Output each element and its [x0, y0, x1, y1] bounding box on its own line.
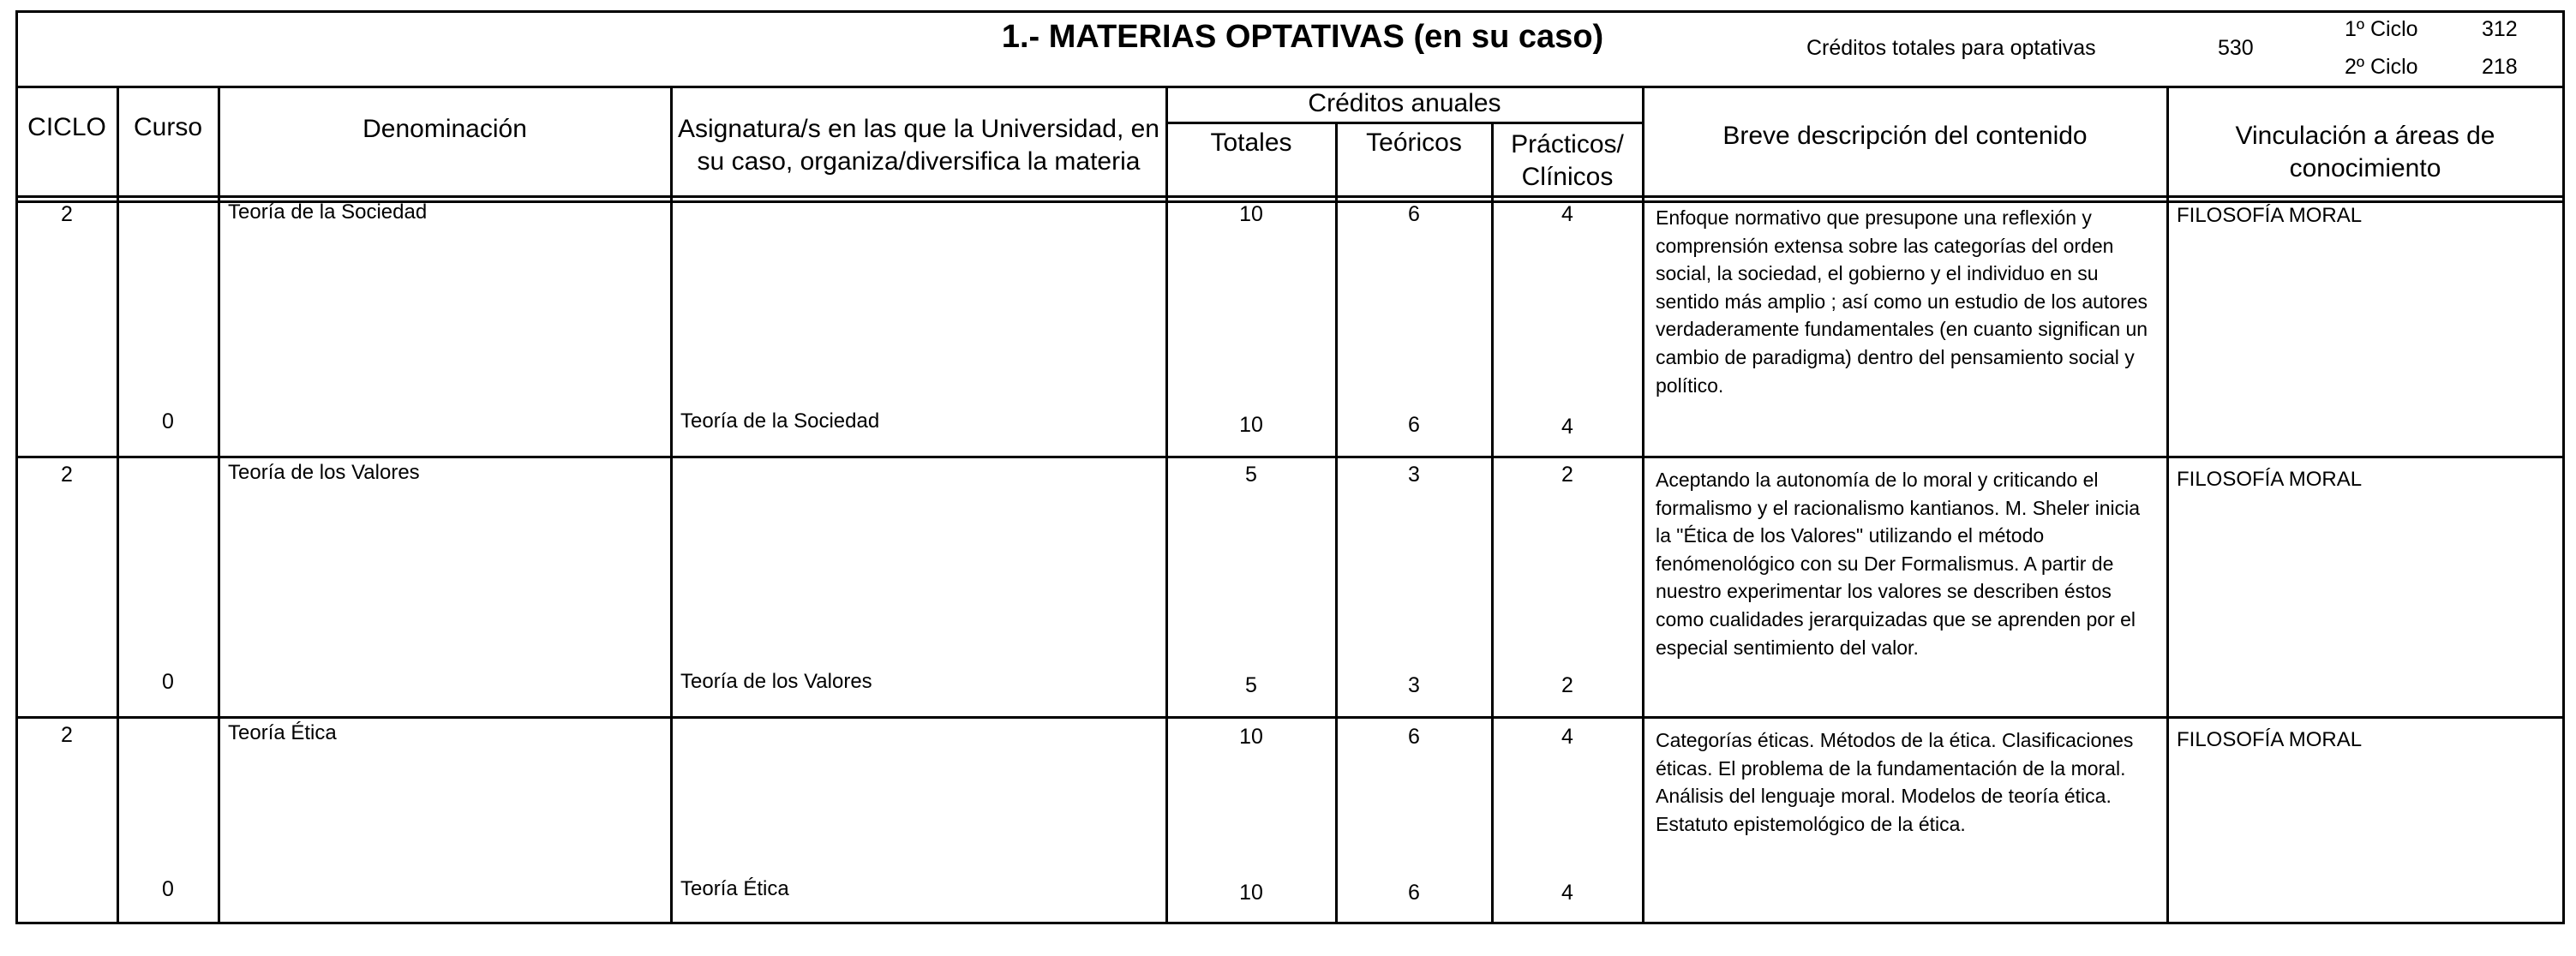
row3-practicos: 4 [1561, 725, 1573, 749]
row1-ciclo: 2 [61, 202, 73, 226]
row1-descripcion: Enfoque normativo que presupone una reflexión y comprensión extensa sobre las categorías del orden social, la sociedad, el gobierno y el individuo en su sentido más amplio ; así como un estudio de los autores verdaderamente fundamentales (en cuanto significan un cambio de paradigma) dentro del pensamiento social y político. [1656, 206, 2148, 397]
row2-totales: 5 [1245, 463, 1257, 487]
row2-teoricos-sub: 3 [1408, 673, 1420, 697]
row1-asignatura: Teoría de la Sociedad [680, 409, 880, 433]
row3-curso: 0 [162, 877, 174, 901]
row1-practicos-sub: 4 [1561, 415, 1573, 439]
row1-denominacion: Teoría de la Sociedad [228, 200, 428, 224]
row1-totales-sub: 10 [1239, 413, 1263, 437]
total-credits-value: 530 [2218, 36, 2254, 60]
col-header-asignatura: Asignatura/s en las que la Universidad, en su caso, organiza/diversifica la materia [677, 115, 1159, 176]
row2-practicos: 2 [1561, 463, 1573, 487]
row3-practicos-sub: 4 [1561, 881, 1573, 905]
cycle1-credits: 312 [2482, 17, 2518, 41]
table-right-border [2562, 10, 2565, 924]
row-divider-2 [15, 716, 2564, 719]
cycle1-label: 1º Ciclo [2345, 17, 2418, 41]
row1-teoricos-sub: 6 [1408, 413, 1420, 437]
col-line-curso [218, 86, 220, 923]
col-header-descripcion: Breve descripción del contenido [1722, 122, 2088, 150]
col-line-descripcion [2166, 86, 2169, 923]
row2-teoricos: 3 [1408, 463, 1420, 487]
cycle2-credits: 218 [2482, 55, 2518, 79]
row2-descripcion: Aceptando la autonomía de lo moral y criticando el formalismo y el racionalismo kantianos. M. Sheler inicia la "Ética de los Valores" utilizando el método fenómenológico con su Der Formalismus. A partir de nuestro experimentar los valores se describen éstos como cualidades jerarquizadas que se aprenden por el especial sentimiento del valor. [1656, 469, 2140, 659]
row2-totales-sub: 5 [1245, 673, 1257, 697]
total-credits-label: Créditos totales para optativas [1806, 36, 2096, 60]
row1-totales: 10 [1239, 202, 1263, 226]
col-header-vinculacion: Vinculación a áreas de conocimiento [2235, 122, 2495, 182]
row3-descripcion: Categorías éticas. Métodos de la ética. Clasificaciones éticas. El problema de la fundamentación de la moral. Análisis del lenguaje moral. Modelos de teoría ética. Estatuto epistemológico de la ética. [1656, 729, 2134, 835]
row1-practicos: 4 [1561, 202, 1573, 226]
row3-totales: 10 [1239, 725, 1263, 749]
row2-denominacion: Teoría de los Valores [228, 461, 420, 484]
col-header-practicos: Prácticos/ Clínicos [1511, 130, 1624, 191]
col-line-teoricos [1491, 122, 1494, 923]
row2-curso: 0 [162, 670, 174, 694]
row3-totales-sub: 10 [1239, 881, 1263, 905]
row2-practicos-sub: 2 [1561, 673, 1573, 697]
row3-vinculacion: FILOSOFÍA MORAL [2177, 728, 2363, 751]
cycle2-label: 2º Ciclo [2345, 55, 2418, 79]
row3-denominacion: Teoría Ética [228, 721, 337, 744]
col-line-ciclo [117, 86, 119, 923]
col-header-totales: Totales [1210, 128, 1292, 157]
row2-ciclo: 2 [61, 463, 73, 487]
row3-teoricos-sub: 6 [1408, 881, 1420, 905]
row3-teoricos: 6 [1408, 725, 1420, 749]
row2-asignatura: Teoría de los Valores [680, 670, 872, 693]
col-line-totales [1335, 122, 1338, 923]
col-header-denominacion: Denominación [362, 115, 527, 143]
col-line-practicos [1642, 86, 1644, 923]
header-bottom-divider [15, 195, 2564, 198]
row3-ciclo: 2 [61, 723, 73, 747]
row2-vinculacion: FILOSOFÍA MORAL [2177, 468, 2363, 491]
table-bottom-border [15, 922, 2564, 924]
row3-asignatura: Teoría Ética [680, 877, 789, 900]
col-header-creditos-anuales: Créditos anuales [1308, 89, 1501, 117]
creditos-subheader-divider [1165, 122, 1644, 124]
col-header-ciclo: CICLO [27, 113, 106, 141]
page-title: 1.- MATERIAS OPTATIVAS (en su caso) [1001, 19, 1604, 55]
table-top-border [15, 10, 2564, 13]
col-header-teoricos: Teóricos [1366, 128, 1462, 157]
row1-curso: 0 [162, 409, 174, 433]
row1-teoricos: 6 [1408, 202, 1420, 226]
col-line-denominacion [670, 86, 673, 923]
row-divider-1 [15, 456, 2564, 458]
col-header-curso: Curso [133, 113, 203, 141]
row1-vinculacion: FILOSOFÍA MORAL [2177, 204, 2363, 227]
